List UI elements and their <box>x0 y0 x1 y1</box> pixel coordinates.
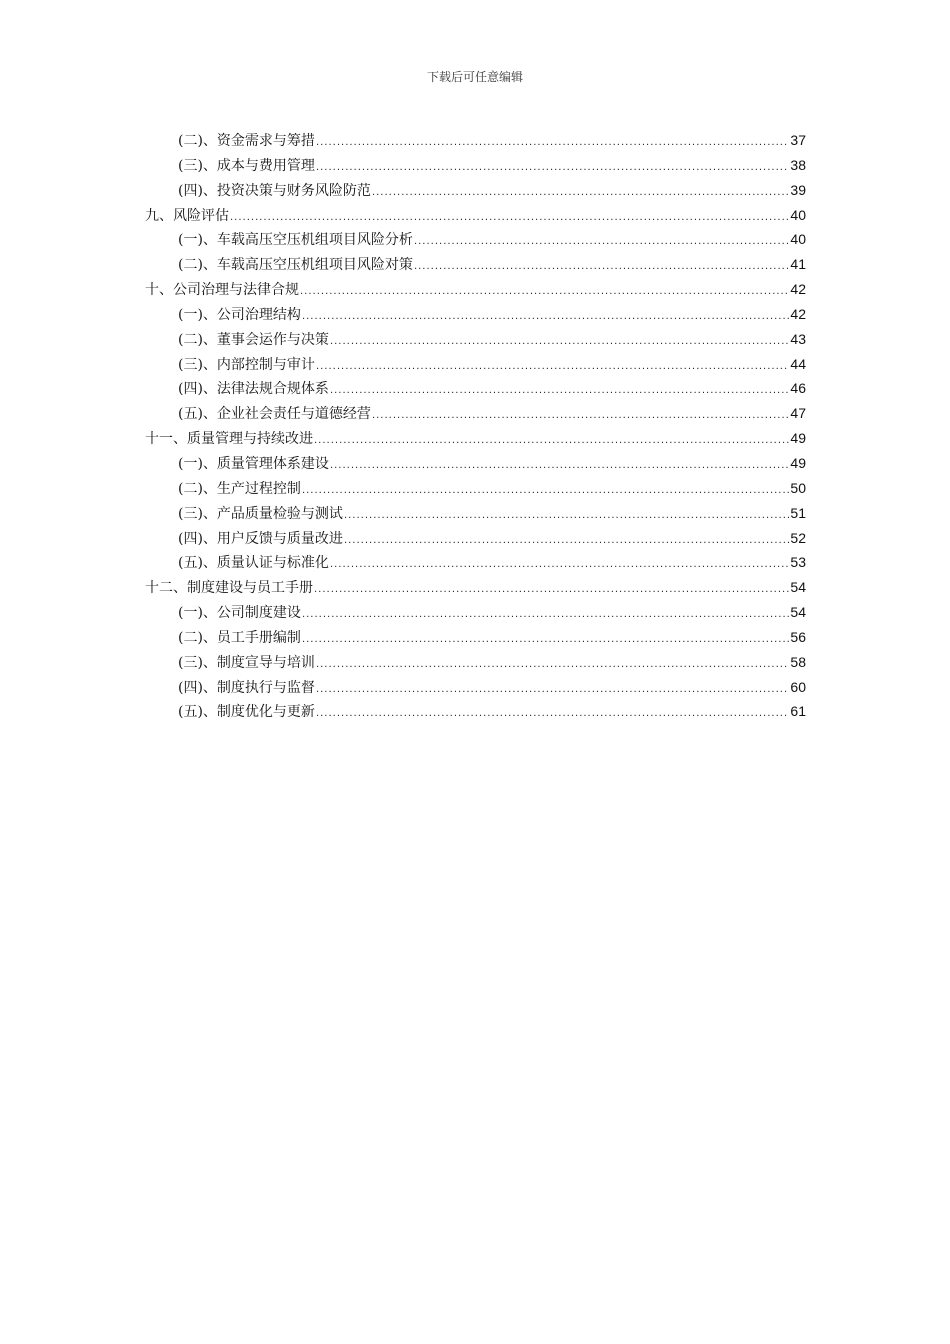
toc-entry-title: (四)、法律法规合规体系 <box>178 381 329 398</box>
toc-section-entry[interactable] <box>145 451 806 476</box>
toc-dot-leader <box>372 404 789 429</box>
toc-dot-leader <box>316 678 789 703</box>
toc-dot-leader <box>302 479 789 504</box>
toc-entry-title: (三)、制度宣导与培训 <box>178 654 315 671</box>
toc-chapter-entry[interactable] <box>145 277 806 302</box>
toc-page-number: 53 <box>790 554 806 571</box>
toc-page-number: 49 <box>790 430 806 447</box>
toc-entry-title: 九、风险评估 <box>145 207 229 224</box>
toc-entry-title: 十二、制度建设与员工手册 <box>145 580 313 597</box>
toc-section-entry[interactable] <box>145 476 806 501</box>
toc-section-entry[interactable] <box>145 625 806 650</box>
toc-dot-leader <box>316 131 789 156</box>
toc-chapter-entry[interactable] <box>145 575 806 600</box>
toc-entry-title: (五)、制度优化与更新 <box>178 704 315 721</box>
toc-entry-title: (三)、内部控制与审计 <box>178 356 315 373</box>
toc-entry-title: (四)、用户反馈与质量改进 <box>178 530 343 547</box>
toc-page-number: 54 <box>790 604 806 621</box>
toc-page-number: 42 <box>790 281 806 298</box>
table-of-contents <box>145 128 806 724</box>
toc-dot-leader <box>330 454 789 479</box>
toc-chapter-entry[interactable] <box>145 203 806 228</box>
toc-entry-title: (一)、公司制度建设 <box>178 605 301 622</box>
toc-entry-title: (二)、车载高压空压机组项目风险对策 <box>178 257 413 274</box>
toc-page-number: 50 <box>790 479 806 496</box>
toc-dot-leader <box>344 529 789 554</box>
toc-section-entry[interactable] <box>145 376 806 401</box>
toc-page-number: 40 <box>790 206 806 223</box>
toc-page-number: 61 <box>790 703 806 720</box>
toc-page-number: 56 <box>790 628 806 645</box>
toc-dot-leader <box>316 156 789 181</box>
toc-entry-title: (二)、董事会运作与决策 <box>178 331 329 348</box>
toc-entry-title: (五)、质量认证与标准化 <box>178 555 329 572</box>
toc-dot-leader <box>316 355 789 380</box>
toc-section-entry[interactable] <box>145 550 806 575</box>
toc-section-entry[interactable] <box>145 227 806 252</box>
toc-section-entry[interactable] <box>145 178 806 203</box>
toc-dot-leader <box>230 206 789 231</box>
toc-dot-leader <box>344 504 789 529</box>
toc-section-entry[interactable] <box>145 526 806 551</box>
toc-section-entry[interactable] <box>145 699 806 724</box>
toc-section-entry[interactable] <box>145 302 806 327</box>
toc-entry-title: (二)、生产过程控制 <box>178 480 301 497</box>
toc-chapter-entry[interactable] <box>145 426 806 451</box>
toc-dot-leader <box>314 578 789 603</box>
toc-dot-leader <box>302 603 789 628</box>
toc-section-entry[interactable] <box>145 600 806 625</box>
toc-page-number: 58 <box>790 653 806 670</box>
toc-section-entry[interactable] <box>145 650 806 675</box>
toc-page-number: 51 <box>790 504 806 521</box>
toc-entry-title: (二)、资金需求与筹措 <box>178 133 315 149</box>
toc-section-entry[interactable] <box>145 501 806 526</box>
toc-section-entry[interactable] <box>145 352 806 377</box>
toc-section-entry[interactable] <box>145 153 806 178</box>
toc-page-number: 37 <box>790 132 806 148</box>
toc-section-entry[interactable] <box>145 675 806 700</box>
toc-page-number: 49 <box>790 454 806 471</box>
toc-entry-title: (一)、公司治理结构 <box>178 306 301 323</box>
toc-dot-leader <box>316 702 789 727</box>
toc-page-number: 43 <box>790 330 806 347</box>
toc-dot-leader <box>372 181 789 206</box>
toc-page-number: 52 <box>790 529 806 546</box>
toc-dot-leader <box>414 230 789 255</box>
toc-dot-leader <box>300 280 789 305</box>
toc-entry-title: (四)、投资决策与财务风险防范 <box>178 182 371 199</box>
toc-page-number: 47 <box>790 405 806 422</box>
page-header: 下载后可任意编辑 <box>426 70 523 84</box>
toc-entry-title: (三)、成本与费用管理 <box>178 157 315 174</box>
toc-section-entry[interactable] <box>145 327 806 352</box>
toc-entry-title: (四)、制度执行与监督 <box>178 679 315 696</box>
toc-page-number: 40 <box>790 231 806 248</box>
toc-page-number: 46 <box>790 380 806 397</box>
toc-dot-leader <box>330 553 789 578</box>
toc-entry-title: (一)、车载高压空压机组项目风险分析 <box>178 232 413 249</box>
toc-section-entry[interactable] <box>145 401 806 426</box>
toc-page-number: 42 <box>790 305 806 322</box>
toc-section-entry[interactable] <box>145 252 806 277</box>
toc-entry-title: (三)、产品质量检验与测试 <box>178 505 343 522</box>
toc-dot-leader <box>302 305 789 330</box>
toc-section-entry[interactable] <box>145 128 806 153</box>
toc-dot-leader <box>314 429 789 454</box>
toc-dot-leader <box>414 255 789 280</box>
toc-entry-title: 十一、质量管理与持续改进 <box>145 431 313 448</box>
toc-dot-leader <box>302 628 789 653</box>
toc-page-number: 41 <box>790 256 806 273</box>
toc-page-number: 39 <box>790 181 806 198</box>
toc-dot-leader <box>330 379 789 404</box>
toc-entry-title: 十、公司治理与法律合规 <box>145 282 299 299</box>
toc-entry-title: (五)、企业社会责任与道德经营 <box>178 406 371 423</box>
toc-entry-title: (二)、员工手册编制 <box>178 629 301 646</box>
toc-page-number: 38 <box>790 156 806 173</box>
toc-dot-leader <box>316 653 789 678</box>
toc-page-number: 44 <box>790 355 806 372</box>
toc-page-number: 54 <box>790 579 806 596</box>
toc-entry-title: (一)、质量管理体系建设 <box>178 455 329 472</box>
toc-dot-leader <box>330 330 789 355</box>
toc-page-number: 60 <box>790 678 806 695</box>
